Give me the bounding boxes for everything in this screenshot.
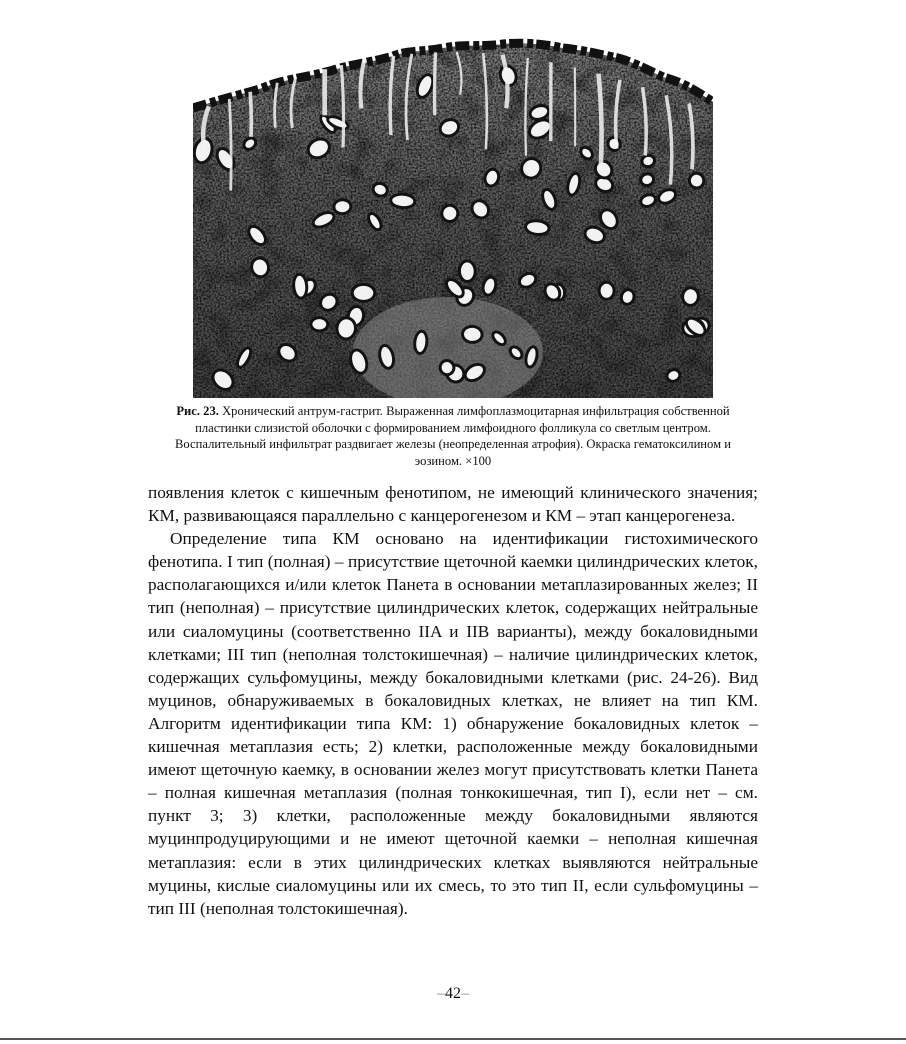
bottom-rule (0, 1038, 906, 1040)
figure-caption-text: Хронический антрум-гастрит. Выраженная лимфоплазмоцитарная инфильтрация собственной пластинки слизистой оболочки с формированием лимфоидного фолликула со светлым центром. Воспалительный инфильтрат раздвигает железы (неопределенная атрофия). Окраска гематоксилином и эозином. ×100 (175, 404, 731, 468)
figure-caption (166, 403, 740, 469)
page-number: –42– (437, 985, 469, 1002)
paragraph-2: Определение типа КМ основано на идентификации гистохимического фенотипа. I тип (полная) – присутствие щеточной каемки цилиндрических клеток, располагающихся и/или клеток Панета в основании метаплазированных желез; II тип (неполная) – присутствие цилиндрических клеток, содержащих нейтральные или сиаломуцины (соответственно IIA и IIB варианты), между бокаловидными клетками; III тип (неполная толстокишечная) – наличие цилиндрических клеток, содержащих сульфомуцины, между бокаловидными клетками (рис. 24-26). Вид муцинов, обнаруживаемых в бокаловидных клетках, не влияет на тип КМ. Алгоритм идентификации типа КМ: 1) обнаружение бокаловидных клеток – кишечная метаплазия есть; 2) клетки, расположенные между бокаловидными имеют щеточную каемку, в основании желез могут присутствовать клетки Панета – полная кишечная метаплазия (полная тонкокишечная, тип I), если нет – см. пункт 3; 3) клетки, расположенные между бокаловидными являются муцинпродуцирующими и не имеют щеточной каемки – неполная кишечная метаплазия: если в этих цилиндрических клетках выявляются нейтральные муцины, кислые сиаломуцины или их смесь, то это тип II, если сульфомуцины – тип III (неполная толстокишечная). (148, 529, 758, 918)
paragraph-1: появления клеток с кишечным фенотипом, не имеющий клинического значения; КМ, развивающаяся параллельно с канцерогенезом и КМ – этап канцерогенеза. (148, 483, 758, 526)
page-number-value: 42 (445, 985, 461, 1002)
micrograph-image (193, 22, 713, 398)
figure-label: Рис. 23. (176, 404, 219, 418)
body-text (148, 481, 758, 920)
